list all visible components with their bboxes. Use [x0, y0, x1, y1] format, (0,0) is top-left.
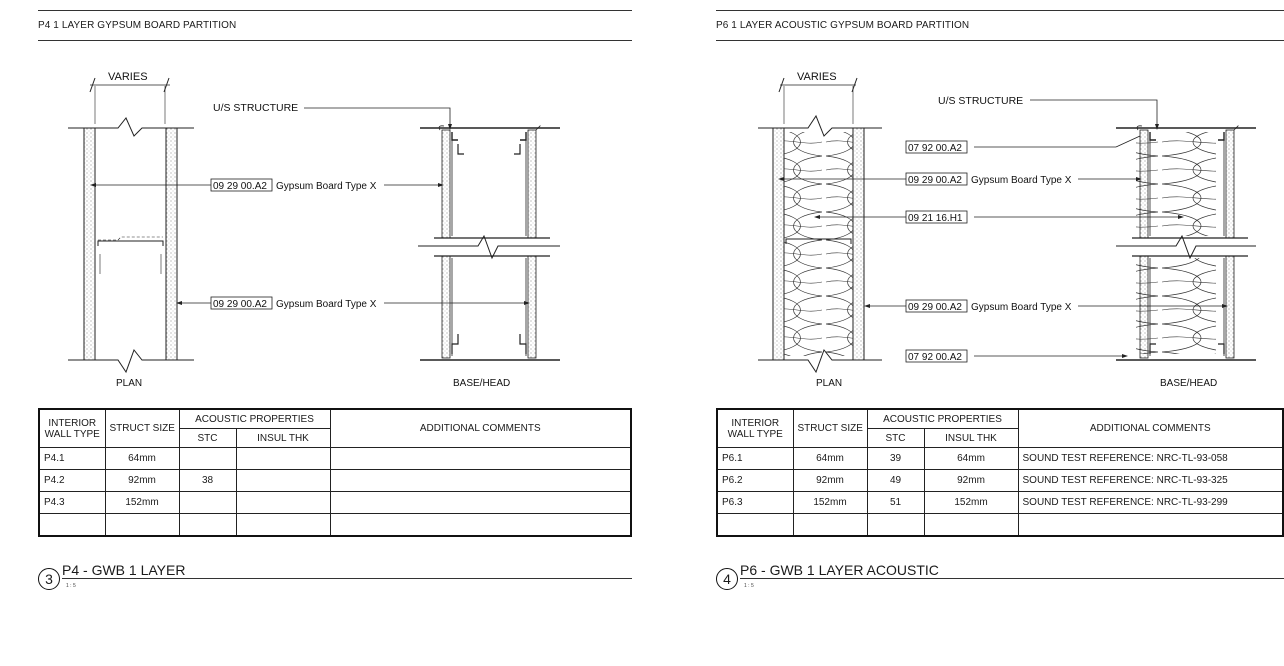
detail-number-bubble: 3 — [38, 568, 60, 590]
p4-drawing — [38, 44, 632, 394]
leader-us-structure — [213, 102, 452, 130]
header-struct-size: STRUCT SIZE — [793, 409, 867, 448]
svg-text:Gypsum Board Type X: Gypsum Board Type X — [276, 299, 377, 310]
basehead-section — [418, 126, 560, 389]
table-row: P4.1 64mm — [39, 448, 631, 470]
tag-insulation — [814, 211, 1184, 224]
top-rule — [38, 10, 632, 11]
varies-dimension — [779, 71, 857, 124]
header-insul: INSUL THK — [236, 429, 330, 448]
varies-label: VARIES — [797, 71, 837, 83]
header-comments: ADDITIONAL COMMENTS — [1018, 409, 1283, 448]
tag-sealant-head — [906, 136, 1140, 154]
detail-panel-p6 — [716, 0, 1284, 610]
wall-type-table — [38, 408, 632, 537]
table-row — [39, 514, 631, 537]
header-insul: INSUL THK — [924, 429, 1018, 448]
svg-text:09 29 00.A2: 09 29 00.A2 — [213, 181, 267, 192]
svg-text:Gypsum Board Type X: Gypsum Board Type X — [276, 181, 377, 192]
detail-title-rule — [62, 578, 632, 579]
panel-title: P4 1 LAYER GYPSUM BOARD PARTITION — [38, 20, 237, 31]
svg-text:Gypsum Board Type X: Gypsum Board Type X — [971, 175, 1072, 186]
svg-text:09 21 16.H1: 09 21 16.H1 — [908, 213, 963, 224]
title-rule — [716, 40, 1284, 41]
plan-wall — [68, 118, 194, 389]
detail-footer — [38, 562, 632, 602]
p6-drawing — [716, 44, 1284, 394]
svg-text:07 92 00.A2: 07 92 00.A2 — [908, 352, 962, 363]
leader-us-structure — [938, 95, 1159, 130]
detail-title: P6 - GWB 1 LAYER ACOUSTIC — [740, 562, 939, 578]
table-row: P6.3 152mm 51 152mm SOUND TEST REFERENCE: NRC-TL-93-299 — [717, 492, 1283, 514]
basehead-section — [1116, 126, 1256, 389]
svg-text:Gypsum Board Type X: Gypsum Board Type X — [971, 302, 1072, 313]
header-acoustic: ACOUSTIC PROPERTIES — [867, 409, 1018, 429]
table-row: P4.3 152mm — [39, 492, 631, 514]
table-row: P6.1 64mm 39 64mm SOUND TEST REFERENCE: NRC-TL-93-058 — [717, 448, 1283, 470]
tag-gypsum-board-1 — [90, 179, 444, 192]
svg-text:09 29 00.A2: 09 29 00.A2 — [908, 302, 962, 313]
detail-panel-p4 — [38, 0, 632, 610]
table-row: P6.2 92mm 49 92mm SOUND TEST REFERENCE: NRC-TL-93-325 — [717, 470, 1283, 492]
svg-text:09 29 00.A2: 09 29 00.A2 — [908, 175, 962, 186]
varies-label: VARIES — [108, 71, 148, 83]
detail-number-bubble: 4 — [716, 568, 738, 590]
header-comments: ADDITIONAL COMMENTS — [330, 409, 631, 448]
basehead-label: BASE/HEAD — [453, 378, 511, 389]
tag-gypsum-board-2 — [176, 297, 530, 310]
table-row: P4.2 92mm 38 — [39, 470, 631, 492]
header-wall-type: INTERIOR WALL TYPE — [717, 409, 793, 448]
header-acoustic: ACOUSTIC PROPERTIES — [179, 409, 330, 429]
varies-dimension — [90, 71, 170, 124]
plan-label: PLAN — [116, 378, 143, 389]
header-stc: STC — [179, 429, 236, 448]
detail-footer — [716, 562, 1284, 602]
us-structure-label: U/S STRUCTURE — [213, 102, 299, 114]
basehead-label: BASE/HEAD — [1160, 378, 1218, 389]
header-stc: STC — [867, 429, 924, 448]
top-rule — [716, 10, 1284, 11]
detail-title-rule — [740, 578, 1284, 579]
panel-title: P6 1 LAYER ACOUSTIC GYPSUM BOARD PARTITION — [716, 20, 970, 31]
svg-text:07 92 00.A2: 07 92 00.A2 — [908, 143, 962, 154]
header-wall-type: INTERIOR WALL TYPE — [39, 409, 105, 448]
plan-label: PLAN — [816, 378, 843, 389]
us-structure-label: U/S STRUCTURE — [938, 95, 1024, 107]
table-row — [717, 514, 1283, 537]
tag-sealant-base — [906, 350, 1128, 363]
svg-text:09 29 00.A2: 09 29 00.A2 — [213, 299, 267, 310]
plan-wall — [758, 116, 882, 389]
detail-scale: 1 : 5 — [66, 583, 76, 589]
detail-title: P4 - GWB 1 LAYER — [62, 562, 186, 578]
detail-scale: 1 : 5 — [744, 583, 754, 589]
title-rule — [38, 40, 632, 41]
header-struct-size: STRUCT SIZE — [105, 409, 179, 448]
wall-type-table — [716, 408, 1284, 537]
